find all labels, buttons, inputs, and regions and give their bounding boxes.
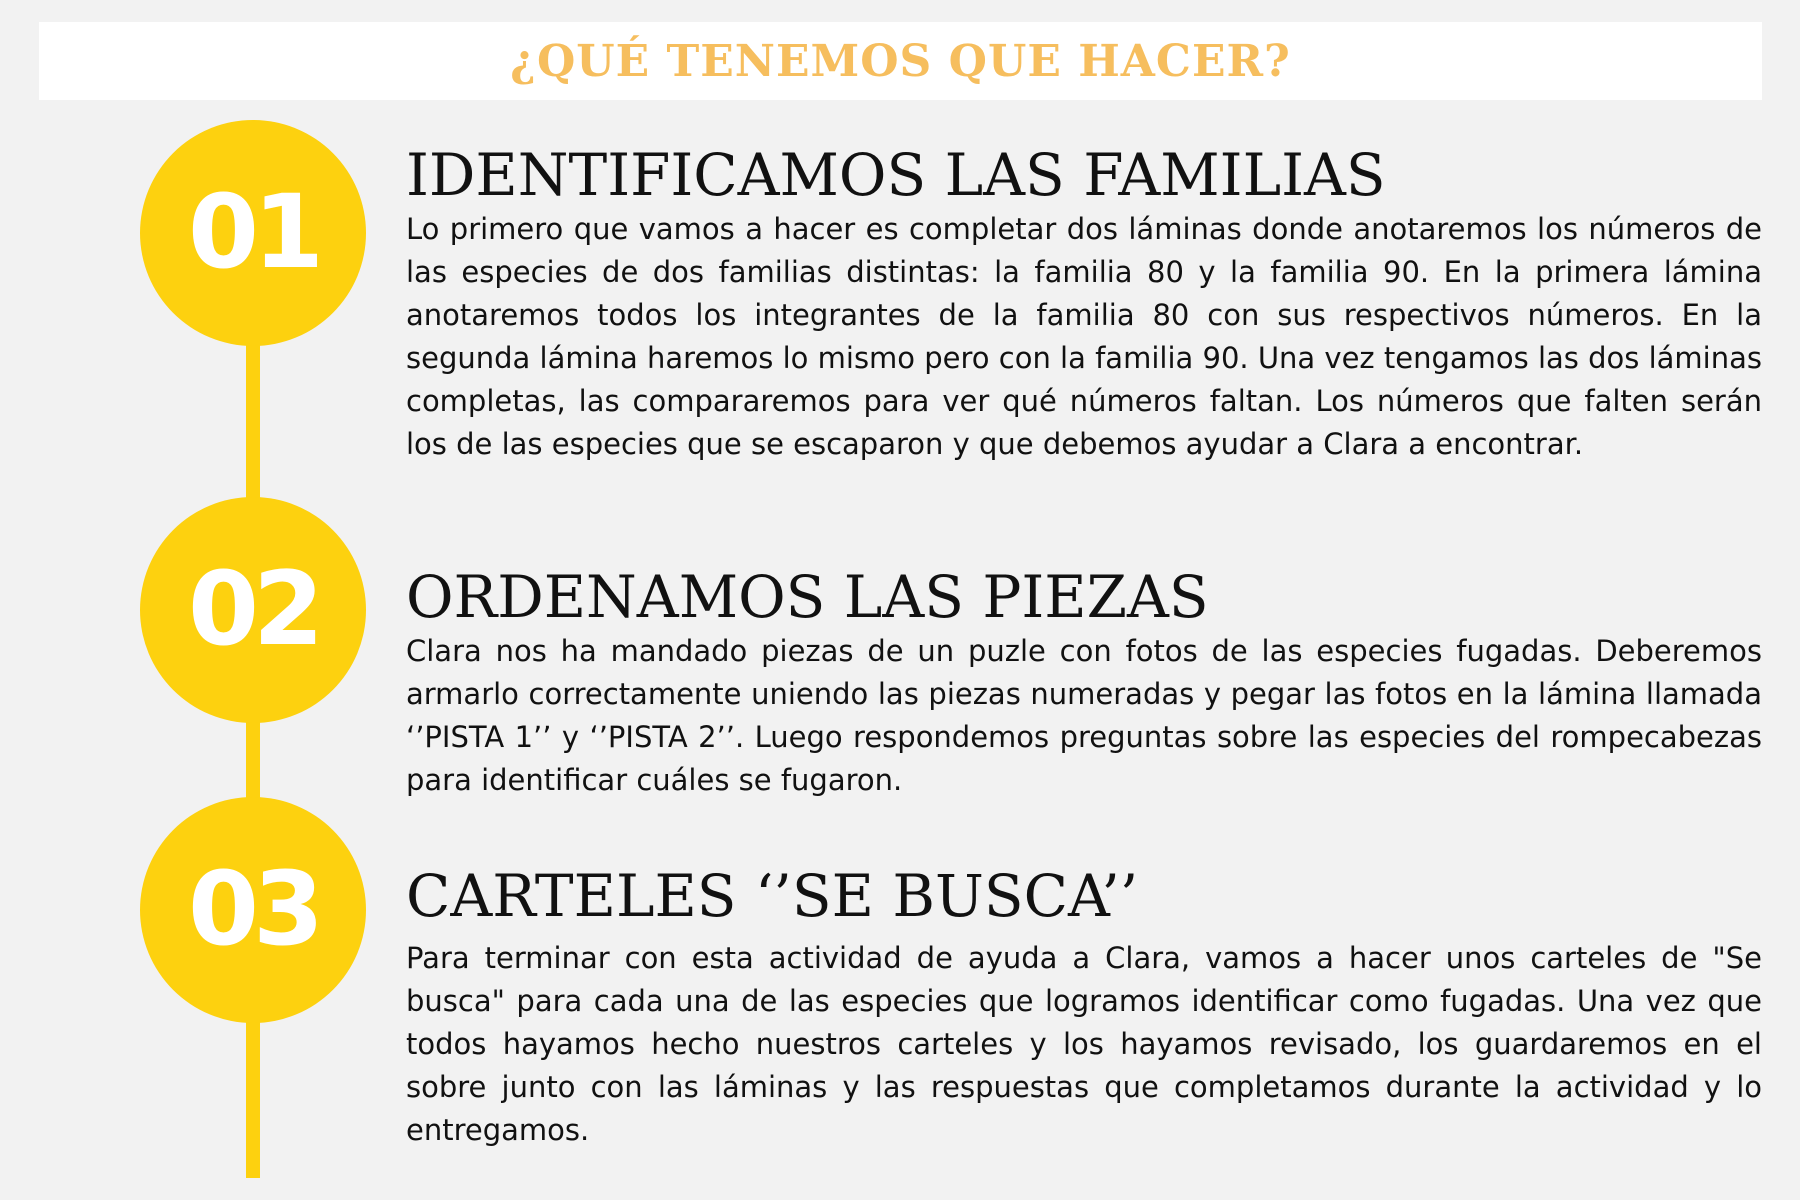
page-title: ¿QUÉ TENEMOS QUE HACER? bbox=[510, 35, 1291, 87]
step-description: Lo primero que vamos a hacer es completar dos láminas donde anotaremos los números de las especies de dos familias distintas: la familia 80 y la familia 90. En la primera lámina anotaremos todos los integrantes de la familia 80 con sus respectivos números. En la segunda lámina haremos lo mismo pero con la familia 90. Una vez tengamos las dos láminas completas, las compararemos para ver qué números faltan. Los números que falten serán los de las especies que se escaparon y que debemos ayudar a Clara a encontrar. bbox=[406, 212, 1762, 461]
step-heading: IDENTIFICAMOS LAS FAMILIAS bbox=[406, 141, 1386, 209]
step-number-circle-01 bbox=[140, 120, 366, 346]
step-1 bbox=[406, 142, 1762, 466]
step-2 bbox=[406, 564, 1762, 802]
timeline-connector bbox=[246, 330, 260, 510]
step-number-circle-02 bbox=[140, 497, 366, 723]
step-number: 02 bbox=[188, 550, 318, 669]
step-heading: ORDENAMOS LAS PIEZAS bbox=[406, 563, 1209, 631]
step-number: 01 bbox=[188, 173, 318, 292]
step-heading: CARTELES ‘’SE BUSCA’’ bbox=[406, 862, 1139, 930]
timeline-connector bbox=[246, 1020, 260, 1178]
step-description: Para terminar con esta actividad de ayuda a Clara, vamos a hacer unos carteles de "Se busca" para cada una de las especies que logramos identificar como fugadas. Una vez que todos hayamos hecho nuestros carteles y los hayamos revisado, los guardaremos en el sobre junto con las láminas y las respuestas que completamos durante la actividad y lo entregamos. bbox=[406, 941, 1762, 1147]
step-3 bbox=[406, 863, 1762, 1152]
step-number-circle-03 bbox=[140, 797, 366, 1023]
step-number: 03 bbox=[188, 850, 318, 969]
step-description: Clara nos ha mandado piezas de un puzle con fotos de las especies fugadas. Deberemos armarlo correctamente uniendo las piezas numeradas y pegar las fotos en la lámina llamada ‘’PISTA 1’’ y ‘’PISTA 2’’. Luego respondemos preguntas sobre las especies del rompecabezas para identificar cuáles se fugaron. bbox=[406, 634, 1762, 797]
title-banner bbox=[39, 22, 1762, 100]
